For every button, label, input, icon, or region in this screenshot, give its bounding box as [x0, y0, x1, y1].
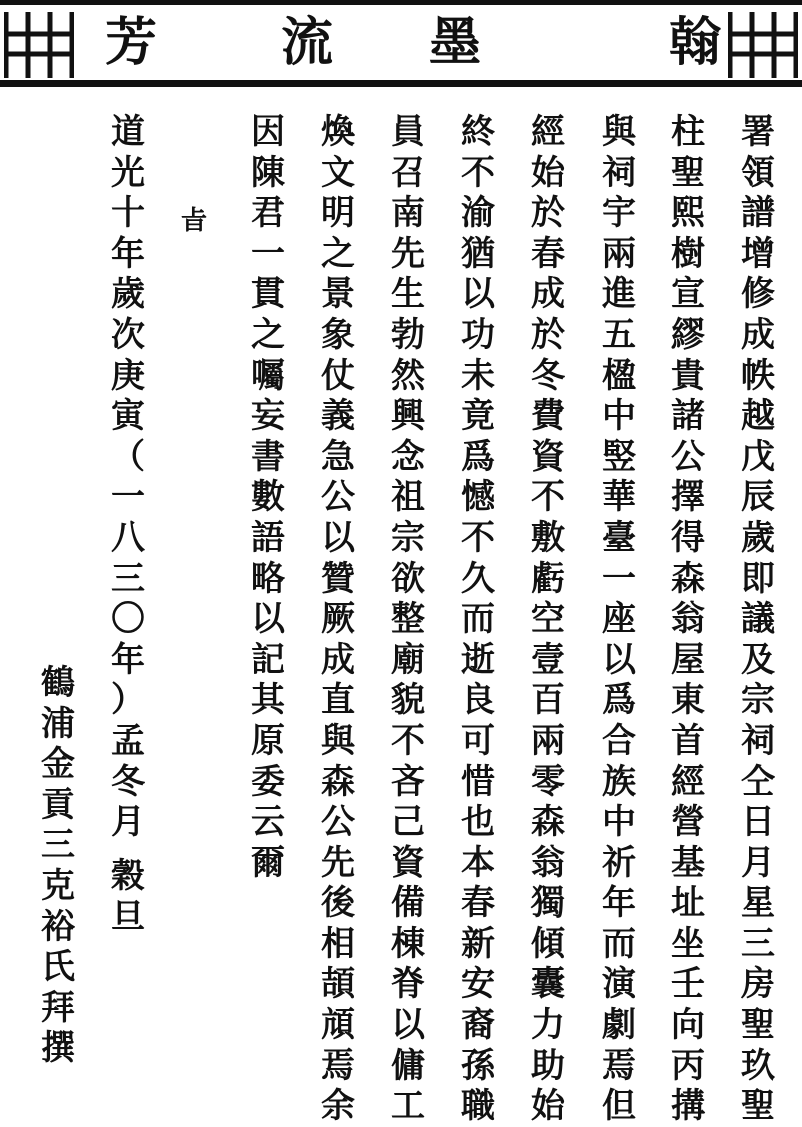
- header-band: [0, 0, 802, 88]
- title-char-1: 翰: [668, 12, 721, 73]
- date-column: 道 光 十 年 歲 次 庚 寅 （ 一 八 三 〇 年 ） 孟 冬 月: [111, 112, 145, 843]
- text-column-3: 與 祠 宇 兩 進 五 楹 中 竪 華 臺 一 座 以 爲 合 族 中 祈 年 而 演 劇 焉 但: [602, 112, 636, 1127]
- header-title: [0, 8, 802, 78]
- text-column-5: 終 不 渝 猶 以 功 未 竟 爲 憾 不 久 而 逝 良 可 惜 也 本 春 新 安 裔 孫 職: [461, 112, 495, 1127]
- header-bottom-rule: [0, 80, 802, 87]
- title-char-3: 流: [280, 12, 333, 73]
- signature-column: 鶴 浦 金 貢 三 克 裕 氏 拜 撰: [41, 663, 75, 1069]
- text-column-4: 經 始 於 春 成 於 冬 費 資 不 敷 虧 空 壹 百 兩 零 森 翁 獨 傾 囊 力 助 始: [531, 112, 565, 1127]
- text-column-8: 因 陳 君 一 貫 之 囑 妄 書 數 語 略 以 記 其 原 委 云 爾: [251, 112, 285, 883]
- text-column-2: 柱 聖 熙 樹 宣 繆 貴 諸 公 擇 得 森 翁 屋 東 首 經 營 基 址 坐 壬 向 丙 搆: [671, 112, 705, 1127]
- date-suffix: 穀 旦: [111, 856, 145, 937]
- lattice-ornament-right-icon: [728, 8, 798, 78]
- text-column-7: 煥 文 明 之 景 象 仗 義 急 公 以 贊 厥 成 直 與 森 公 先 後 相 頡 頏 焉 余: [321, 112, 355, 1127]
- text-column-1: 署 領 譜 增 修 成 帙 越 戊 辰 歲 即 議 及 宗 祠 仝 日 月 星 三 房 聖 玖 聖: [741, 112, 775, 1127]
- seal-mark: 㫖: [180, 206, 207, 236]
- title-char-4: 芳: [104, 12, 157, 73]
- header-top-rule: [0, 0, 802, 5]
- title-char-2: 墨: [428, 12, 481, 73]
- text-column-6: 員 召 南 先 生 勃 然 興 念 祖 宗 欲 整 廟 貌 不 吝 己 資 備 棟 脊 以 傭 工: [391, 112, 425, 1127]
